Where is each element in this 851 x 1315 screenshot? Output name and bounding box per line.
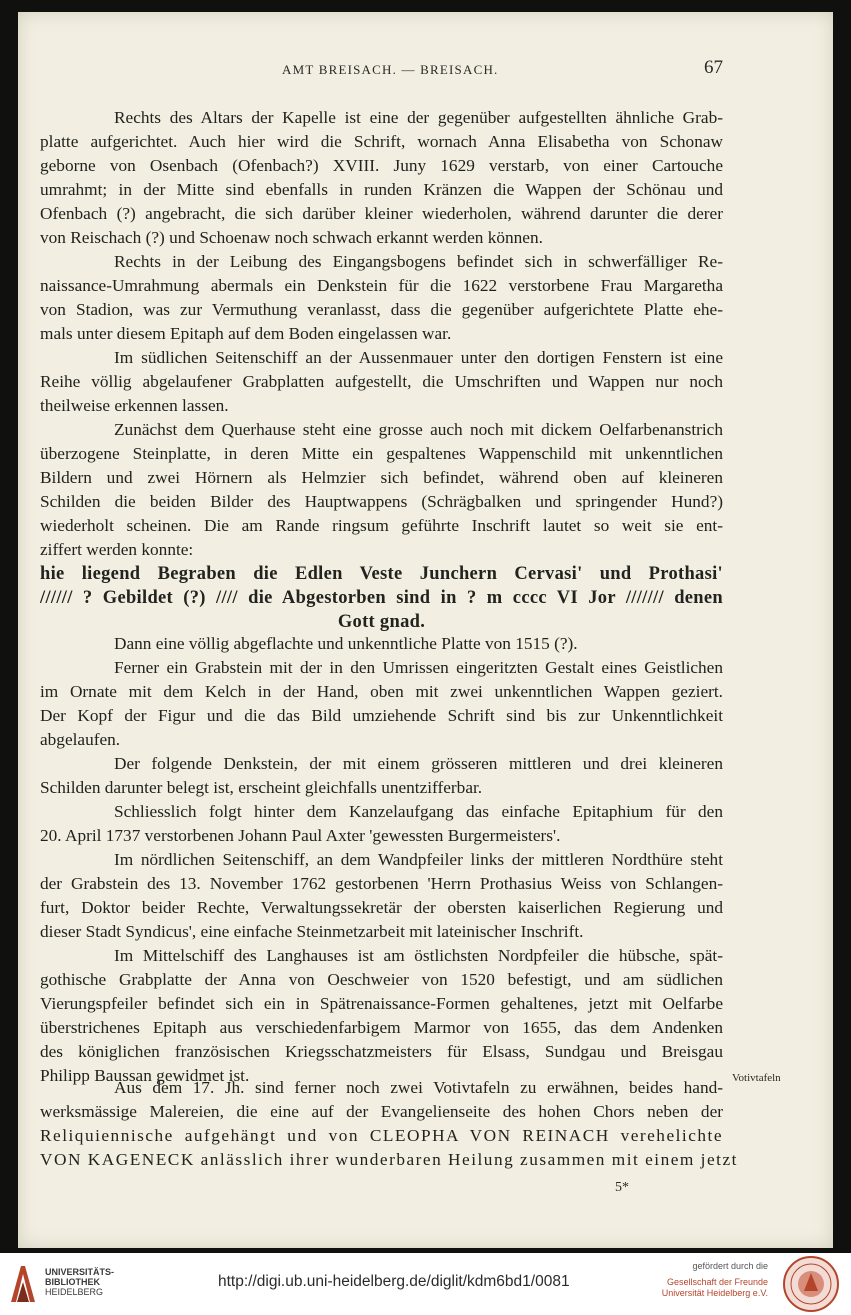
- text-line: Im nördlichen Seitenschiff, an dem Wandpfeiler links der mittleren Nordthüre steht: [114, 850, 723, 869]
- text-line: Reliquiennische aufgehängt und von CLEOPHA VON REINACH verehelichte: [40, 1126, 723, 1145]
- inscription-line: Gott gnad.: [337, 612, 426, 632]
- sponsor-line1: Gesellschaft der Freunde: [666, 1277, 768, 1287]
- text-line: Zunächst dem Querhause steht eine grosse auch noch mit dickem Oelfarbenanstrich: [114, 420, 723, 439]
- text-line: Schilden darunter belegt ist, erscheint gleichfalls unentzifferbar.: [40, 778, 483, 797]
- text-line: Aus dem 17. Jh. sind ferner noch zwei Votivtafeln zu erwähnen, beides hand-: [114, 1078, 723, 1097]
- text-line: Schilden die beiden Bilder des Hauptwappens (Schrägbalken und springender Hund?): [40, 492, 723, 511]
- text-line: Ferner ein Grabstein mit der in den Umrissen eingeritzten Gestalt eines Geistlichen: [114, 658, 723, 677]
- text-line: ziffert werden konnte:: [40, 540, 194, 559]
- text-line: überzogene Steinplatte, in deren Mitte ein gespaltenes Wappenschild mit unkenntlichen: [40, 444, 723, 463]
- text-line: Rechts des Altars der Kapelle ist eine der gegenüber aufgestellten ähnliche Grab-: [114, 108, 723, 127]
- text-line: Schliesslich folgt hinter dem Kanzelaufgang das einfache Epitaphium für den: [114, 802, 723, 821]
- sponsor-pre: gefördert durch die: [692, 1261, 768, 1271]
- permalink[interactable]: http://digi.ub.uni-heidelberg.de/diglit/kdm6bd1/0081: [218, 1273, 570, 1290]
- text-line: Philipp Baussan gewidmet ist.: [40, 1066, 250, 1085]
- text-line: platte aufgerichtet. Auch hier wird die Schrift, wornach Anna Elisabetha von Schonaw: [40, 132, 723, 151]
- text-line: Rechts in der Leibung des Eingangsbogens befindet sich in schwerfälliger Re-: [114, 252, 723, 271]
- text-line: VON KAGENECK anlässlich ihrer wunderbaren Heilung zusammen mit einem jetzt: [40, 1150, 738, 1169]
- signature-mark: 5*: [615, 1180, 629, 1195]
- text-line: Vierungspfeiler befindet sich ein in Spätrenaissance-Formen gehaltenes, jetzt mit Oelfarbe: [40, 994, 723, 1013]
- sponsor-block: [648, 1261, 768, 1299]
- text-line: von Reischach (?) und Schoenaw noch schwach erkannt werden können.: [40, 228, 543, 247]
- book-page: [18, 12, 833, 1248]
- text-line: Bildern und zwei Hörnern als Helmzier sich befindet, während oben auf kleineren: [40, 468, 723, 487]
- text-line: im Ornate mit dem Kelch in der Hand, oben mit zwei unkenntlichen Wappen geziert.: [40, 682, 723, 701]
- university-seal-icon: [782, 1255, 840, 1313]
- text-line: Dann eine völlig abgeflachte und unkenntliche Platte von 1515 (?).: [114, 634, 578, 653]
- margin-note: Votivtafeln: [732, 1072, 781, 1084]
- text-line: überstrichenes Epitaph aus verschiedenfarbigem Marmor von 1655, das dem Andenken: [40, 1018, 723, 1037]
- text-line: abgelaufen.: [40, 730, 121, 749]
- sponsor-line2: Universität Heidelberg e.V.: [661, 1288, 768, 1298]
- footer-bar: [0, 1253, 851, 1315]
- running-title: AMT BREISACH. — BREISACH.: [282, 62, 499, 77]
- inscription-line: ////// ? Gebildet (?) //// die Abgestorben sind in ? m cccc VI Jor /////// denen: [40, 588, 723, 608]
- text-line: naissance-Umrahmung abermals ein Denkstein für die 1622 verstorbene Frau Margaretha: [40, 276, 723, 295]
- inscription-line: hie liegend Begraben die Edlen Veste Junchern Cervasi' und Prothasi': [40, 564, 723, 584]
- running-head: [18, 57, 833, 82]
- text-line: des königlichen französischen Kriegsschatzmeisters für Elsass, Sundgau und Breisgau: [40, 1042, 723, 1061]
- text-line: wiederholt scheinen. Die am Rande ringsum geführte Inschrift lautet so weit sie ent-: [40, 516, 723, 535]
- library-line3: HEIDELBERG: [45, 1287, 104, 1297]
- text-line: der Grabstein des 13. November 1762 gestorbenen 'Herrn Prothasius Weiss von Schlangen-: [40, 874, 723, 893]
- text-line: gothische Grabplatte der Anna von Oeschweier von 1520 befestigt, und am südlichen: [40, 970, 723, 989]
- text-line: mals unter diesem Epitaph auf dem Boden eingelassen war.: [40, 324, 452, 343]
- page-number: 67: [704, 57, 723, 78]
- text-line: Im Mittelschiff des Langhauses ist am östlichsten Nordpfeiler die hübsche, spät-: [114, 946, 723, 965]
- text-line: Der Kopf der Figur und die das Bild umziehende Schrift sind bis zur Unkenntlichkeit: [40, 706, 723, 725]
- text-line: Ofenbach (?) angebracht, die sich darüber kleiner wiederholen, während darunter die derer: [40, 204, 723, 223]
- text-line: geborne von Osenbach (Ofenbach?) XVIII. Juny 1629 verstarb, von einer Cartouche: [40, 156, 723, 175]
- library-name: [45, 1267, 114, 1297]
- library-line1: UNIVERSITÄTS-: [45, 1267, 115, 1277]
- text-line: furt, Doktor beider Rechte, Verwaltungssekretär der obersten kaiserlichen Regierung und: [40, 898, 723, 917]
- text-line: 20. April 1737 verstorbenen Johann Paul Axter 'gewessten Burgermeisters'.: [40, 826, 561, 845]
- text-line: dieser Stadt Syndicus', eine einfache Steinmetzarbeit mit lateinischer Inschrift.: [40, 922, 584, 941]
- text-line: Im südlichen Seitenschiff an der Aussenmauer unter den dortigen Fenstern ist eine: [114, 348, 723, 367]
- text-line: werksmässige Malereien, die eine auf der Evangelienseite des hohen Chors neben der: [40, 1102, 723, 1121]
- text-line: Der folgende Denkstein, der mit einem grösseren mittleren und drei kleineren: [114, 754, 723, 773]
- text-line: umrahmt; in der Mitte sind ebenfalls in runden Kränzen die Wappen der Schönau und: [40, 180, 723, 199]
- text-line: Reihe völlig abgelaufener Grabplatten aufgestellt, die Umschriften und Wappen nur noch: [40, 372, 723, 391]
- library-logo-icon: [8, 1262, 38, 1306]
- library-line2: BIBLIOTHEK: [45, 1277, 100, 1287]
- text-line: von Stadion, was zur Vermuthung veranlasst, dass die gegenüber aufgerichtete Platte ehe-: [40, 300, 723, 319]
- text-line: theilweise erkennen lassen.: [40, 396, 229, 415]
